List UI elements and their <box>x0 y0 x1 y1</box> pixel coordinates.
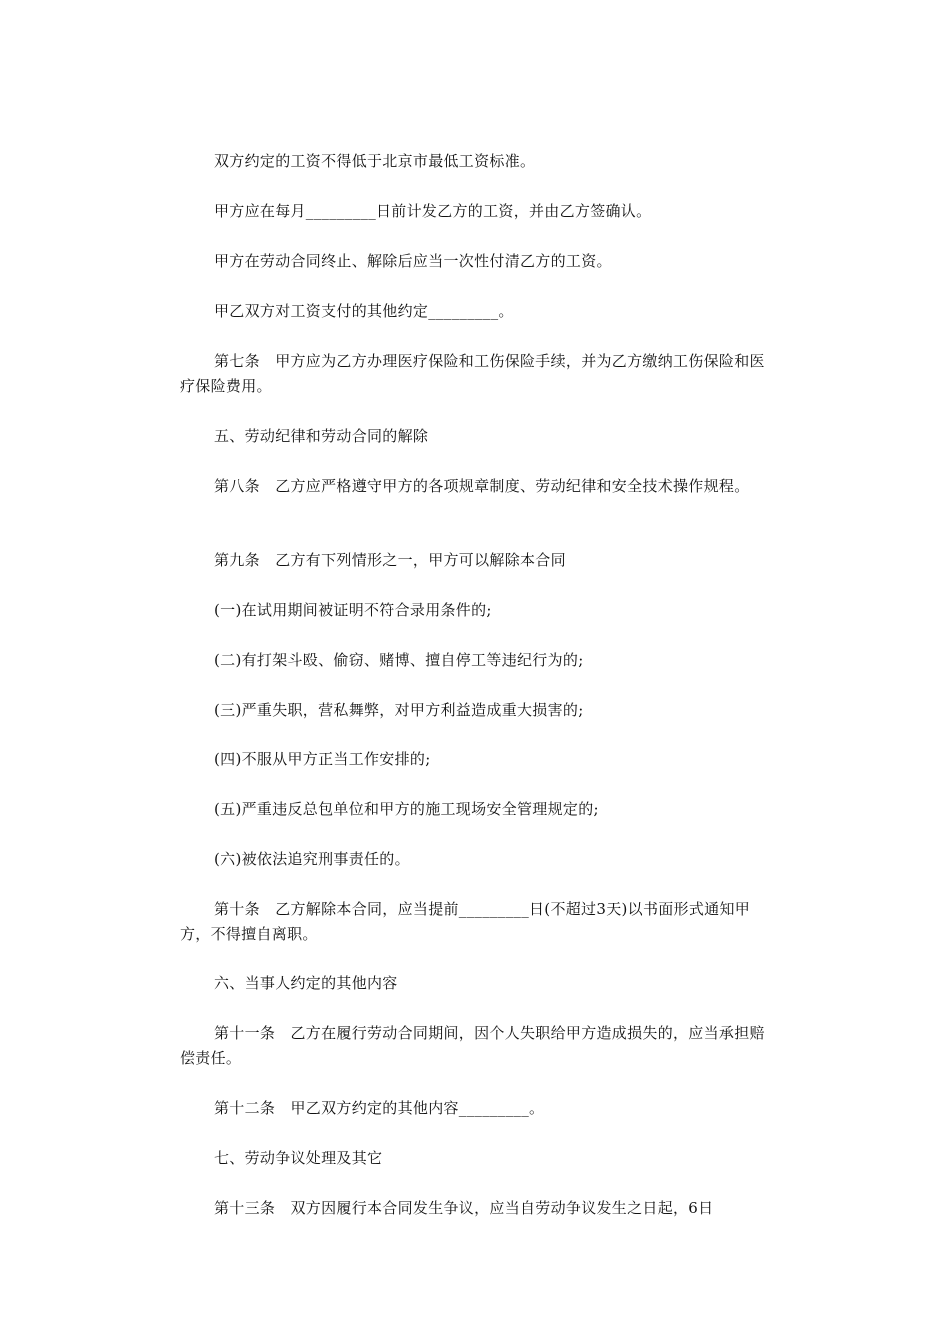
article-8: 第八条 乙方应严格遵守甲方的各项规章制度、劳动纪律和安全技术操作规程。 <box>214 477 750 495</box>
article-11: 第十一条 乙方在履行劳动合同期间，因个人失职给甲方造成损失的，应当承担赔偿责任。 <box>180 1024 765 1067</box>
section-heading-5: 五、劳动纪律和劳动合同的解除 <box>214 427 429 445</box>
article-10: 第十条 乙方解除本合同，应当提前_________日(不超过3天)以书面形式通知甲方，不得擅自离职。 <box>180 900 751 943</box>
section-heading-6: 六、当事人约定的其他内容 <box>214 974 398 992</box>
list-item-6: (六)被依法追究刑事责任的。 <box>214 850 410 868</box>
article-13: 第十三条 双方因履行本合同发生争议，应当自劳动争议发生之日起，6日 <box>214 1199 714 1217</box>
list-item-2: (二)有打架斗殴、偷窃、赌博、擅自停工等违纪行为的; <box>214 651 584 669</box>
paragraph-pay-date: 甲方应在每月_________日前计发乙方的工资，并由乙方签确认。 <box>214 202 652 220</box>
list-item-4: (四)不服从甲方正当工作安排的; <box>214 750 431 768</box>
paragraph-other-pay-terms: 甲乙双方对工资支付的其他约定_________。 <box>214 302 514 320</box>
article-7: 第七条 甲方应为乙方办理医疗保险和工伤保险手续，并为乙方缴纳工伤保险和医疗保险费用。 <box>180 352 765 395</box>
list-item-3: (三)严重失职，营私舞弊，对甲方利益造成重大损害的; <box>214 701 584 719</box>
article-12: 第十二条 甲乙双方约定的其他内容_________。 <box>214 1099 545 1117</box>
section-heading-7: 七、劳动争议处理及其它 <box>214 1149 383 1167</box>
paragraph-min-wage: 双方约定的工资不得低于北京市最低工资标准。 <box>214 152 536 170</box>
paragraph-final-pay: 甲方在劳动合同终止、解除后应当一次性付清乙方的工资。 <box>214 252 612 270</box>
list-item-5: (五)严重违反总包单位和甲方的施工现场安全管理规定的; <box>214 800 599 818</box>
article-9: 第九条 乙方有下列情形之一，甲方可以解除本合同 <box>214 551 566 569</box>
list-item-1: (一)在试用期间被证明不符合录用条件的; <box>214 601 492 619</box>
